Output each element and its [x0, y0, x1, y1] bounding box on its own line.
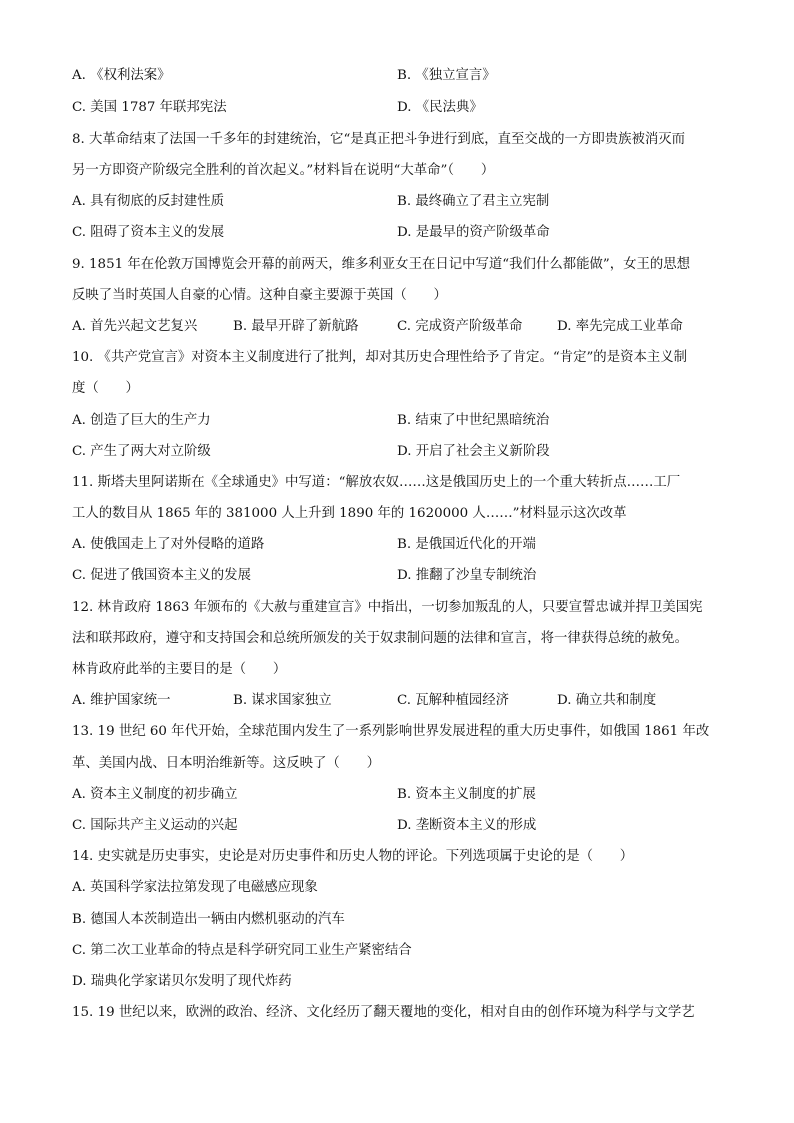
q7-option-b: B. 《独立宣言》: [397, 68, 496, 83]
q11-option-b: B. 是俄国近代化的开端: [397, 537, 536, 552]
q12-option-a: A. 维护国家统一: [72, 693, 171, 708]
q7-option-a: A. 《权利法案》: [72, 68, 171, 83]
q8-stem-line-1: 8. 大革命结束了法国一千多年的封建统治，它“是真正把斗争进行到底，直至交战的一方即贵族被消灭而: [72, 132, 686, 147]
q14-option-b: B. 德国人本茨制造出一辆由内燃机驱动的汽车: [72, 912, 345, 927]
q9-stem-line-1: 9. 1851 年在伦敦万国博览会开幕的前两天，维多利亚女王在日记中写道“我们什么都能做”，女王的思想: [72, 257, 691, 272]
q8-option-a: A. 具有彻底的反封建性质: [72, 194, 225, 209]
q8-option-c: C. 阻碍了资本主义的发展: [72, 225, 225, 240]
q9-option-c: C. 完成资产阶级革命: [397, 319, 523, 334]
q12-option-b: B. 谋求国家独立: [233, 693, 332, 708]
q10-stem-line-1: 10. 《共产党宣言》对资本主义制度进行了批判，却对其历史合理性给予了肯定。“肯定”的是资本主义制: [72, 350, 688, 365]
q11-stem-line-1: 11. 斯塔夫里阿诺斯在《全球通史》中写道：“解放农奴……这是俄国历史上的一个重大转折点……工厂: [72, 475, 681, 490]
q14-option-a: A. 英国科学家法拉第发现了电磁感应现象: [72, 880, 318, 895]
q7-option-d: D. 《民法典》: [397, 100, 483, 115]
q13-stem-line-2: 革、美国内战、日本明治维新等。这反映了（ ）: [72, 756, 380, 771]
q13-stem-line-1: 13. 19 世纪 60 年代开始，全球范围内发生了一系列影响世界发展进程的重大历史事件，如俄国 1861 年改: [72, 724, 710, 739]
q7-option-c: C. 美国 1787 年联邦宪法: [72, 100, 227, 115]
q9-option-d: D. 率先完成工业革命: [557, 319, 683, 334]
q8-stem-line-2: 另一方即资产阶级完全胜利的首次起义。”材料旨在说明“大革命”（ ）: [72, 163, 495, 178]
q10-option-a: A. 创造了巨大的生产力: [72, 413, 211, 428]
q11-option-a: A. 使俄国走上了对外侵略的道路: [72, 537, 265, 552]
q12-option-c: C. 瓦解种植园经济: [397, 693, 510, 708]
q14-option-c: C. 第二次工业革命的特点是科学研究同工业生产紧密结合: [72, 943, 412, 958]
q10-option-c: C. 产生了两大对立阶级: [72, 444, 211, 459]
q9-option-a: A. 首先兴起文艺复兴: [72, 319, 198, 334]
q9-option-b: B. 最早开辟了新航路: [233, 319, 359, 334]
q14-option-d: D. 瑞典化学家诺贝尔发明了现代炸药: [72, 974, 292, 989]
q13-option-b: B. 资本主义制度的扩展: [397, 787, 536, 802]
q10-stem-line-2: 度（ ）: [72, 381, 139, 396]
q13-option-d: D. 垄断资本主义的形成: [397, 818, 537, 833]
q10-option-d: D. 开启了社会主义新阶段: [397, 444, 550, 459]
q12-stem-line-3: 林肯政府此举的主要目的是（ ）: [72, 662, 287, 677]
q13-option-a: A. 资本主义制度的初步确立: [72, 787, 238, 802]
q11-stem-line-2: 工人的数目从 1865 年的 381000 人上升到 1890 年的 1620000 人……”材料显示这次改革: [72, 506, 627, 521]
q12-stem-line-1: 12. 林肯政府 1863 年颁布的《大赦与重建宣言》中指出，一切参加叛乱的人，只要宣誓忠诚并捍卫美国宪: [72, 600, 703, 615]
q8-option-d: D. 是最早的资产阶级革命: [397, 225, 550, 240]
q14-stem-line-1: 14. 史实就是历史事实，史论是对历史事件和历史人物的评论。下列选项属于史论的是（ ）: [72, 849, 634, 864]
q12-option-d: D. 确立共和制度: [557, 693, 657, 708]
q11-option-d: D. 推翻了沙皇专制统治: [397, 568, 537, 583]
q13-option-c: C. 国际共产主义运动的兴起: [72, 818, 238, 833]
q8-option-b: B. 最终确立了君主立宪制: [397, 194, 550, 209]
q15-stem-line-1: 15. 19 世纪以来，欧洲的政治、经济、文化经历了翻天覆地的变化，相对自由的创作环境为科学与文学艺: [72, 1005, 695, 1020]
q12-stem-line-2: 法和联邦政府，遵守和支持国会和总统所颁发的关于奴隶制问题的法律和宣言，将一律获得总统的赦免。: [72, 631, 688, 646]
q10-option-b: B. 结束了中世纪黑暗统治: [397, 413, 550, 428]
q11-option-c: C. 促进了俄国资本主义的发展: [72, 568, 251, 583]
q9-stem-line-2: 反映了当时英国人自豪的心情。这种自豪主要源于英国（ ）: [72, 288, 447, 303]
